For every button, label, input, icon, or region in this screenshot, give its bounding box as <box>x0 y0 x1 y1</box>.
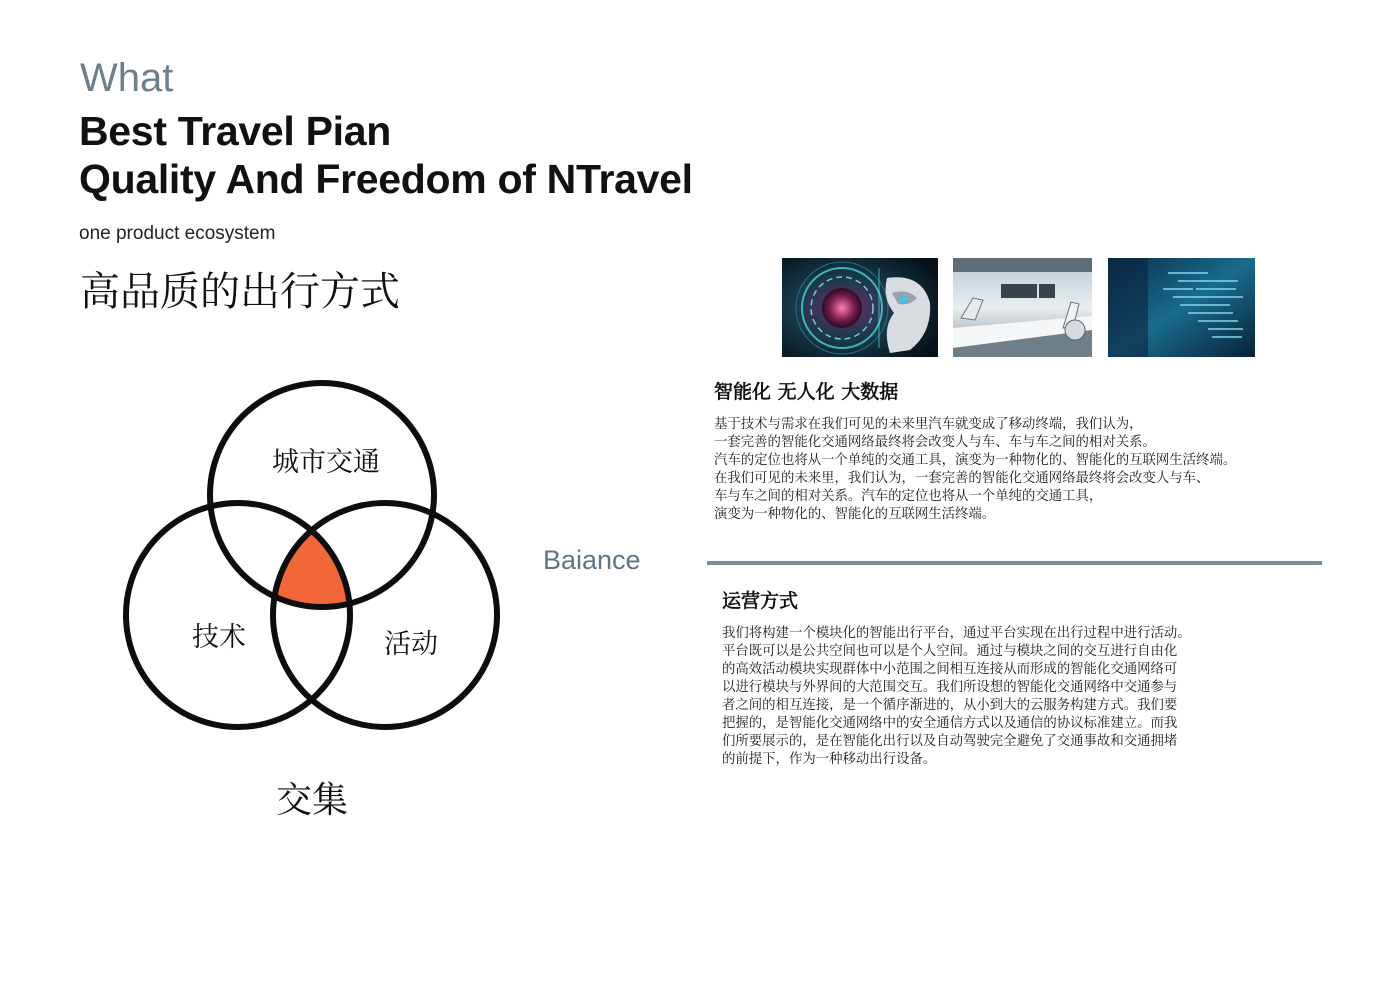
section2-line: 们所要展示的，是在智能化出行以及自动驾驶完全避免了交通事故和交通拥堵 <box>722 734 1178 749</box>
section1-line: 一套完善的智能化交通网络最终将会改变人与车、车与车之间的相对关系。 <box>714 435 1156 450</box>
intersection-caption: 交集 <box>276 780 349 821</box>
section2-line: 平台既可以是公共空间也可以是个人空间。通过与模块之间的交互进行自由化 <box>722 644 1178 659</box>
automated-factory-image <box>953 258 1092 357</box>
data-code-screen-image <box>1108 258 1255 357</box>
section1-paragraph <box>714 416 1236 524</box>
section1-line: 汽车的定位也将从一个单纯的交通工具，演变为一种物化的、智能化的互联网生活终端。 <box>714 453 1237 468</box>
eyebrow-what: What <box>80 56 174 100</box>
chinese-title: 高品质的出行方式 <box>80 269 400 315</box>
section2-line: 以进行模块与外界间的大范围交互。我们所设想的智能化交通网络中交通参与 <box>722 680 1178 695</box>
subtitle: one product ecosystem <box>79 223 276 244</box>
section2-heading: 运营方式 <box>722 590 799 612</box>
title-line-2: Quality And Freedom of NTravel <box>79 156 693 202</box>
section1-heading: 智能化 无人化 大数据 <box>714 381 899 403</box>
section2-line: 我们将构建一个模块化的智能出行平台，通过平台实现在出行过程中进行活动。 <box>722 626 1191 641</box>
section2-paragraph <box>722 625 1191 769</box>
divider-line <box>707 561 1322 565</box>
ai-robot-head-image <box>782 258 938 357</box>
venn-circle-activity <box>273 503 497 727</box>
venn-label-activity: 活动 <box>384 629 438 660</box>
balance-label: Baiance <box>543 545 641 575</box>
section1-line: 演变为一种物化的、智能化的互联网生活终端。 <box>714 507 996 522</box>
title-line-1: Best Travel Pian <box>79 108 391 154</box>
venn-svg <box>110 370 520 750</box>
venn-diagram <box>110 370 520 750</box>
section2-line: 者之间的相互连接，是一个循序渐进的，从小到大的云服务构建方式。我们要 <box>722 698 1178 713</box>
section2-line: 的前提下，作为一种移动出行设备。 <box>722 752 937 767</box>
section1-line: 在我们可见的未来里，我们认为，一套完善的智能化交通网络最终将会改变人与车、 <box>714 471 1210 486</box>
section2-line: 的高效活动模块实现群体中小范围之间相互连接从而形成的智能化交通网络可 <box>722 662 1178 677</box>
section1-line: 基于技术与需求在我们可见的未来里汽车就变成了移动终端，我们认为， <box>714 417 1143 432</box>
section2-line: 把握的，是智能化交通网络中的安全通信方式以及通信的协议标准建立。而我 <box>722 716 1178 731</box>
venn-label-technology: 技术 <box>192 622 246 653</box>
section1-line: 车与车之间的相对关系。汽车的定位也将从一个单纯的交通工具， <box>714 489 1103 504</box>
venn-label-urban-traffic: 城市交通 <box>272 447 380 478</box>
